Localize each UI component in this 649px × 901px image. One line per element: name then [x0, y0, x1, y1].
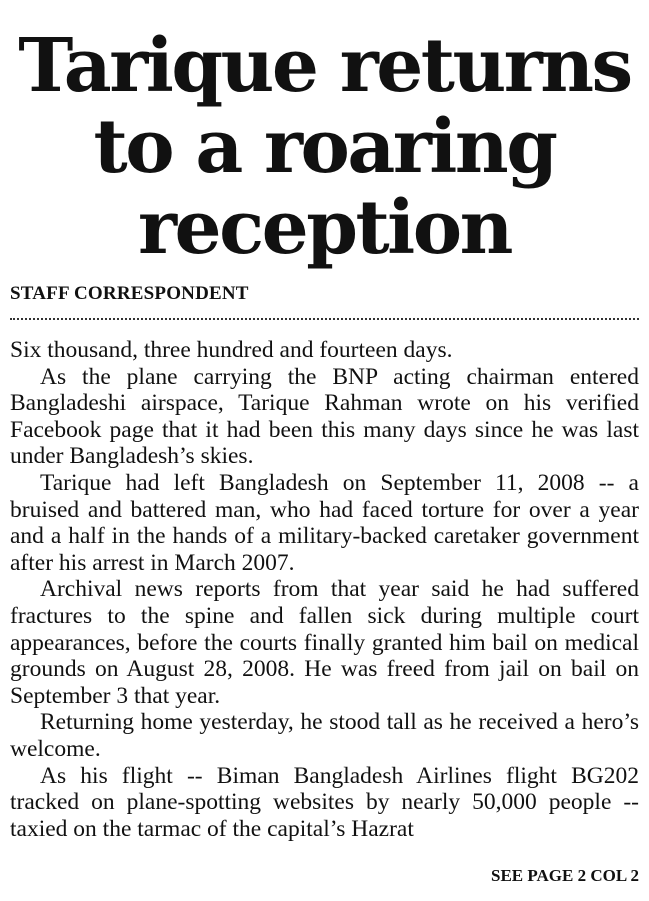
- paragraph: Archival news reports from that year said he had suffered fractures to the spine and fallen sick during multiple court appearances, before the courts finally granted him bail on medical grounds on August 28, 2008. He was freed from jail on bail on September 3 that year.: [10, 576, 639, 709]
- paragraph: As his flight -- Biman Bangladesh Airlines flight BG202 tracked on plane-spotting websites by nearly 50,000 people -- taxied on the tarmac of the capital’s Hazrat: [10, 762, 639, 842]
- paragraph: Six thousand, three hundred and fourteen days.: [10, 337, 453, 363]
- headline: Tarique returns to a roaring reception: [18, 23, 631, 271]
- paragraph: Returning home yesterday, he stood tall as he received a hero’s welcome.: [10, 709, 639, 762]
- article-body: [10, 337, 639, 842]
- byline: STAFF CORRESPONDENT: [10, 283, 249, 304]
- continuation-note: SEE PAGE 2 COL 2: [491, 866, 639, 885]
- paragraph: As the plane carrying the BNP acting chairman entered Bangladeshi airspace, Tarique Rahman wrote on his verified Facebook page that it had been this many days since he was last under Bangladesh’s skies.: [10, 363, 639, 470]
- dotted-divider: [10, 318, 639, 320]
- paragraph: Tarique had left Bangladesh on September 11, 2008 -- a bruised and battered man, who had faced torture for over a year and a half in the hands of a military-backed caretaker government after his arrest in March 2007.: [10, 469, 639, 576]
